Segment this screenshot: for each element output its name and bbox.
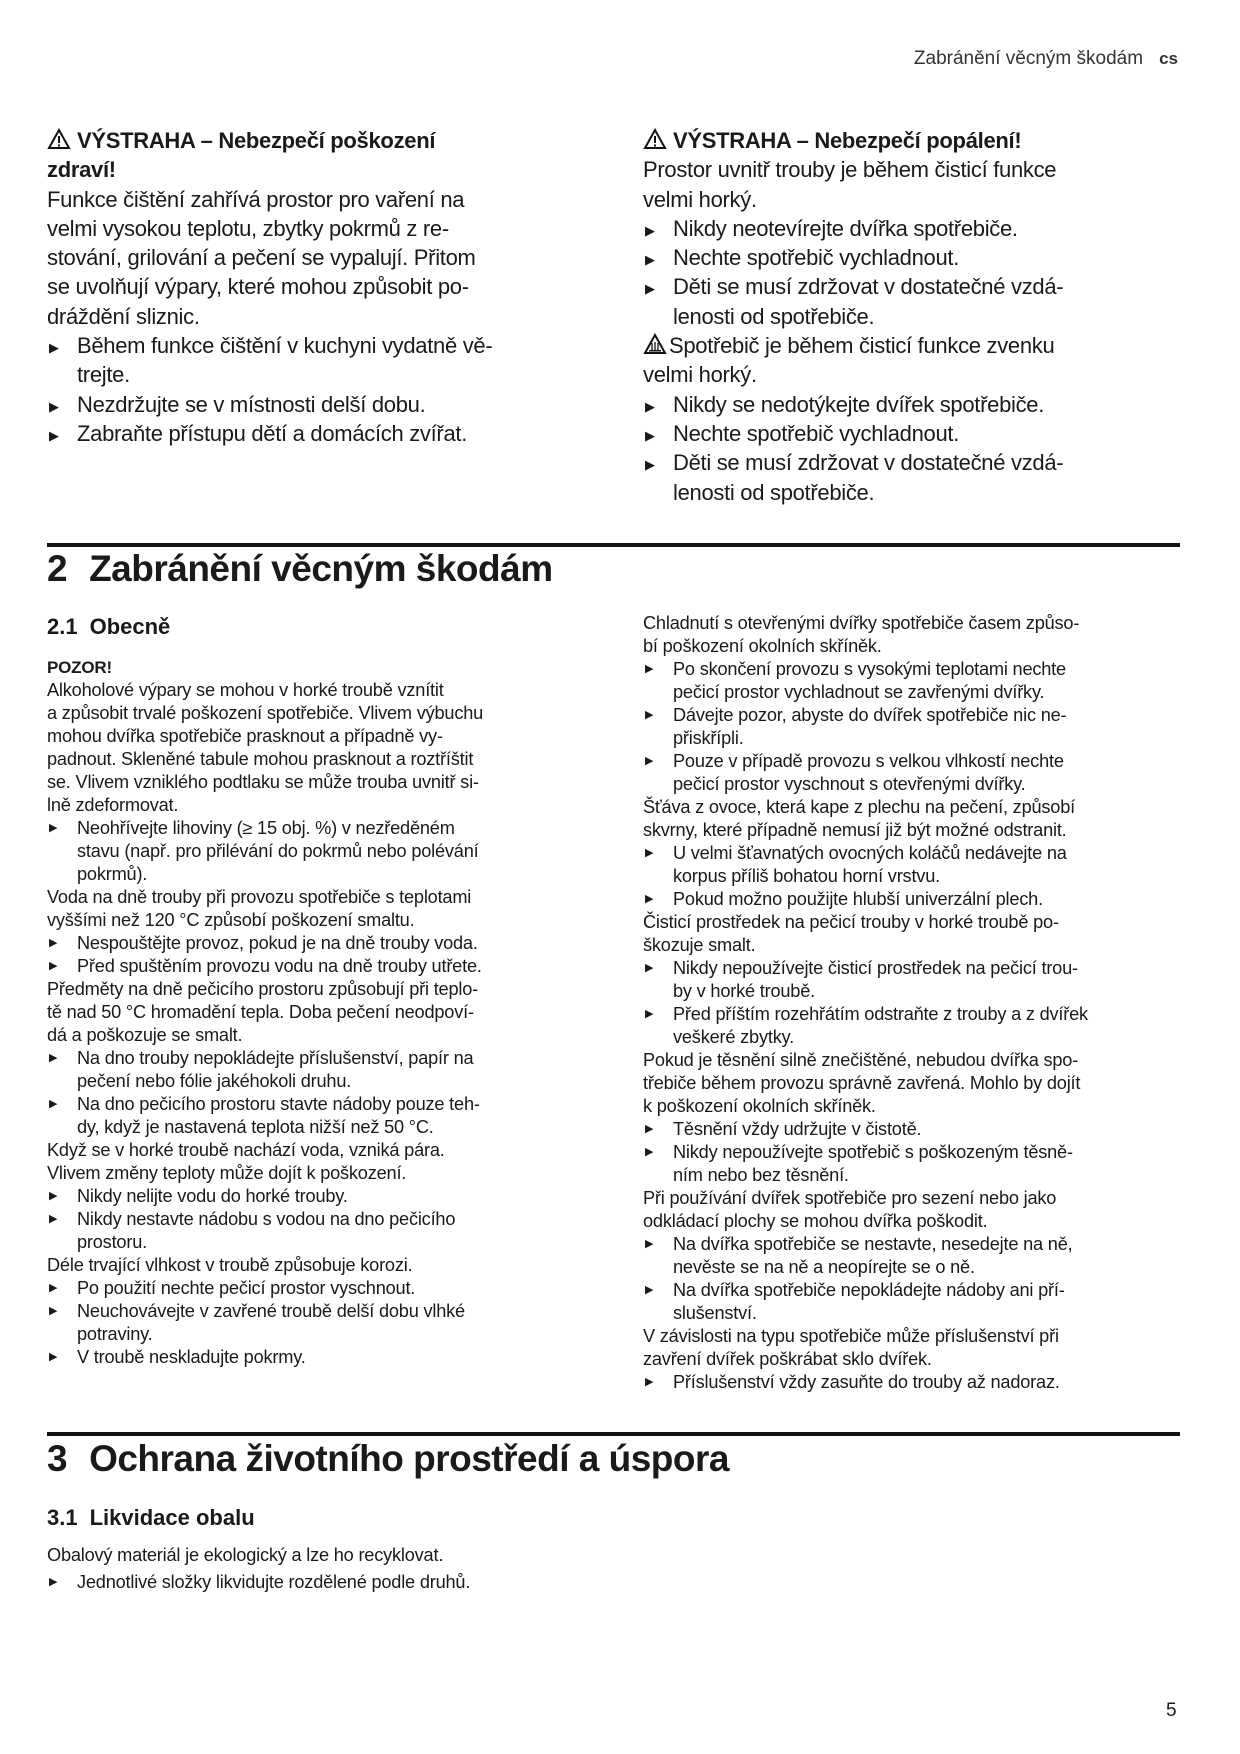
bullet-item: ▶ U velmi šťavnatých ovocných koláčů nedávejte na korpus příliš bohatou horní vrstvu. — [645, 843, 1067, 886]
warning-text: Prostor uvnitř trouby je během čisticí funkce velmi horký. — [643, 157, 1057, 212]
paragraph: Déle trvající vlhkost v troubě způsobuje korozi. — [47, 1255, 413, 1275]
bullet-item: ▶ Nechte spotřebič vychladnout. — [643, 243, 1183, 272]
bullet-arrow-icon: ▶ — [49, 822, 58, 834]
bullet-arrow-icon: ▶ — [49, 1052, 58, 1064]
bullet-item: ▶ Nechte spotřebič vychladnout. — [643, 419, 1183, 448]
bullet-item: ▶ Dávejte pozor, abyste do dvířek spotřebiče nic ne- přiskřípli. — [645, 705, 1067, 748]
bullet-item: ▶ Před příštím rozehřátím odstraňte z trouby a z dvířek veškeré zbytky. — [645, 1004, 1088, 1047]
bullet-item: ▶ Neohřívejte lihoviny (≥ 15 obj. %) v nezředěném stavu (např. pro přilévání do pokrmů nebo polévání pokrmů). — [49, 818, 479, 884]
running-title: Zabránění věcným škodám — [913, 48, 1144, 69]
bullet-arrow-icon: ▶ — [49, 1282, 58, 1294]
bullet-arrow-icon: ▶ — [645, 755, 654, 767]
paragraph: Když se v horké troubě nachází voda, vzniká pára. Vlivem změny teploty může dojít k poškození. — [47, 1140, 445, 1183]
bullet-item: ▶ Jednotlivé složky likvidujte rozdělené podle druhů. — [49, 1572, 471, 1592]
bullet-arrow-icon: ▶ — [645, 457, 655, 473]
paragraph: Čisticí prostředek na pečicí trouby v horké troubě po- škozuje smalt. — [643, 912, 1059, 955]
paragraph: Chladnutí s otevřenými dvířky spotřebiče časem způso- bí poškození okolních skříněk. — [643, 613, 1080, 656]
section-heading: 3 Ochrana životního prostředí a úspora — [47, 1438, 729, 1479]
bullet-arrow-icon: ▶ — [645, 1284, 654, 1296]
warning-text: Funkce čištění zahřívá prostor pro vaření na velmi vysokou teplotu, zbytky pokrmů z re- stování, grilování a pečení se vypalují. Přitom se uvolňují výpary, které mohou způsobit po- dráždění sliznic. — [47, 186, 476, 329]
bullet-item: ▶ Příslušenství vždy zasuňte do trouby až nadoraz. — [645, 1372, 1060, 1392]
bullet-arrow-icon: ▶ — [49, 960, 58, 972]
bullet-arrow-icon: ▶ — [49, 1213, 58, 1225]
bullet-arrow-icon: ▶ — [645, 222, 655, 238]
bullet-arrow-icon: ▶ — [645, 663, 654, 675]
bullet-item: ▶ Na dvířka spotřebiče nepokládejte nádoby ani pří- slušenství. — [645, 1280, 1065, 1323]
subsection-heading: 3.1 Likvidace obalu — [47, 1505, 255, 1530]
hot-surface-icon — [643, 333, 667, 355]
bullet-item: ▶ Nikdy se nedotýkejte dvířek spotřebiče. — [643, 390, 1183, 419]
warning-title: VÝSTRAHA – Nebezpečí poškození zdraví! — [47, 128, 436, 183]
bullet-item: ▶ Na dno trouby nepokládejte příslušenství, papír na pečení nebo fólie jakéhokoli druhu. — [49, 1048, 474, 1091]
bullet-arrow-icon: ▶ — [645, 709, 654, 721]
subsection-heading: 2.1 Obecně — [47, 614, 171, 639]
bullet-item: ▶ Zabraňte přístupu dětí a domácích zvířat. — [47, 419, 607, 448]
warning-triangle-icon — [47, 128, 71, 150]
warning-title: VÝSTRAHA – Nebezpečí popálení! — [643, 126, 1183, 155]
paragraph: Voda na dně trouby při provozu spotřebiče s teplotami vyššími než 120 °C způsobí poškození smaltu. — [47, 887, 472, 930]
section-heading: 2 Zabránění věcným škodám — [47, 548, 553, 589]
bullet-arrow-icon: ▶ — [645, 847, 654, 859]
bullet-arrow-icon: ▶ — [645, 1123, 654, 1135]
bullet-item: ▶ Po skončení provozu s vysokými teplotami nechte pečicí prostor vychladnout se zavřenými dvířky. — [645, 659, 1066, 702]
paragraph: Předměty na dně pečicího prostoru způsobují při teplo- tě nad 50 °C hromadění tepla. Doba pečení neodpoví- dá a poškozuje se smalt. — [47, 979, 479, 1045]
bullet-arrow-icon: ▶ — [645, 427, 655, 443]
bullet-item: ▶ Na dvířka spotřebiče se nestavte, nesedejte na ně, nevěste se na ně a neopírejte se o ně. — [645, 1234, 1073, 1277]
bullet-item: ▶ Po použití nechte pečicí prostor vyschnout. — [49, 1278, 416, 1298]
section2-right-column — [643, 612, 1188, 1394]
warning-health — [47, 126, 607, 448]
bullet-item: ▶ V troubě neskladujte pokrmy. — [49, 1347, 306, 1367]
bullet-arrow-icon: ▶ — [49, 427, 59, 443]
bullet-arrow-icon: ▶ — [645, 1008, 654, 1020]
bullet-item: ▶ Pokud možno použijte hlubší univerzální plech. — [645, 889, 1043, 909]
paragraph: Při používání dvířek spotřebiče pro sezení nebo jako odkládací plochy se mohou dvířka poškodit. — [643, 1188, 1057, 1231]
bullet-item: ▶ Nikdy nepoužívejte čisticí prostředek na pečicí trou- by v horké troubě. — [645, 958, 1078, 1001]
bullet-item: ▶ Nikdy nestavte nádobu s vodou na dno pečicího prostoru. — [49, 1209, 456, 1252]
bullet-arrow-icon: ▶ — [645, 281, 655, 297]
bullet-item: ▶ Nezdržujte se v místnosti delší dobu. — [47, 390, 607, 419]
paragraph: Šťáva z ovoce, která kape z plechu na pečení, způsobí skvrny, které případně nemusí již být možné odstranit. — [643, 797, 1075, 840]
hot-surface-text: Spotřebič je během čisticí funkce zvenku velmi horký. — [643, 333, 1055, 388]
section-divider — [47, 1432, 1180, 1436]
section2-left-column — [47, 656, 607, 1369]
bullet-arrow-icon: ▶ — [49, 1190, 58, 1202]
bullet-arrow-icon: ▶ — [49, 1576, 58, 1588]
bullet-arrow-icon: ▶ — [645, 1376, 654, 1388]
bullet-arrow-icon: ▶ — [645, 893, 654, 905]
bullet-arrow-icon: ▶ — [645, 252, 655, 268]
bullet-item: ▶ Pouze v případě provozu s velkou vlhkostí nechte pečicí prostor vyschnout s otevřenými dvířky. — [645, 751, 1064, 794]
bullet-arrow-icon: ▶ — [645, 1238, 654, 1250]
bullet-arrow-icon: ▶ — [645, 1146, 654, 1158]
bullet-item: ▶ Neuchovávejte v zavřené troubě delší dobu vlhké potraviny. — [49, 1301, 465, 1344]
bullet-arrow-icon: ▶ — [645, 398, 655, 414]
page-number: 5 — [1166, 1700, 1177, 1721]
bullet-item: ▶ Nikdy nepoužívejte spotřebič s poškozeným těsně- ním nebo bez těsnění. — [645, 1142, 1073, 1185]
bullet-arrow-icon: ▶ — [49, 398, 59, 414]
bullet-arrow-icon: ▶ — [49, 1305, 58, 1317]
bullet-arrow-icon: ▶ — [49, 1351, 58, 1363]
bullet-arrow-icon: ▶ — [49, 937, 58, 949]
paragraph: Obalový materiál je ekologický a lze ho recyklovat. — [47, 1545, 444, 1565]
bullet-item: ▶ Děti se musí zdržovat v dostatečné vzdá- lenosti od spotřebiče. — [645, 274, 1064, 329]
warning-triangle-icon — [643, 128, 667, 150]
running-header — [914, 48, 1178, 70]
caution-label: POZOR! — [47, 658, 112, 677]
bullet-arrow-icon: ▶ — [49, 1098, 58, 1110]
paragraph: Pokud je těsnění silně znečištěné, nebudou dvířka spo- třebiče během provozu správně zavřená. Mohlo by dojít k poškození okolních skříněk. — [643, 1050, 1081, 1116]
bullet-item: ▶ Nespouštějte provoz, pokud je na dně trouby voda. — [49, 933, 478, 953]
bullet-item: ▶ Na dno pečicího prostoru stavte nádoby pouze teh- dy, když je nastavená teplota nižší než 50 °C. — [49, 1094, 480, 1137]
bullet-item: ▶ Nikdy neotevírejte dvířka spotřebiče. — [643, 214, 1183, 243]
bullet-item: ▶ Před spuštěním provozu vodu na dně trouby utřete. — [49, 956, 482, 976]
language-code: cs — [1159, 49, 1178, 68]
bullet-arrow-icon: ▶ — [49, 340, 59, 356]
warning-burn — [643, 126, 1183, 507]
section3-body — [47, 1544, 607, 1594]
paragraph: Alkoholové výpary se mohou v horké troubě vznítit a způsobit trvalé poškození spotřebiče. Vlivem výbuchu mohou dvířka spotřebiče prasknout a případně vy- padnout. Skleněné tabule mohou prasknout a roztříštit se. Vlivem vzniklého podtlaku se může trouba uvnitř si- lně zdeformovat. — [47, 680, 484, 815]
paragraph: V závislosti na typu spotřebiče může příslušenství při zavření dvířek poškrábat sklo dvířek. — [643, 1326, 1059, 1369]
bullet-item: ▶ Nikdy nelijte vodu do horké trouby. — [49, 1186, 348, 1206]
bullet-arrow-icon: ▶ — [645, 962, 654, 974]
section-divider — [47, 543, 1180, 547]
bullet-item: ▶ Během funkce čištění v kuchyni vydatně vě- trejte. — [49, 333, 493, 388]
bullet-item: ▶ Děti se musí zdržovat v dostatečné vzdá- lenosti od spotřebiče. — [645, 450, 1064, 505]
bullet-item: ▶ Těsnění vždy udržujte v čistotě. — [645, 1119, 922, 1139]
